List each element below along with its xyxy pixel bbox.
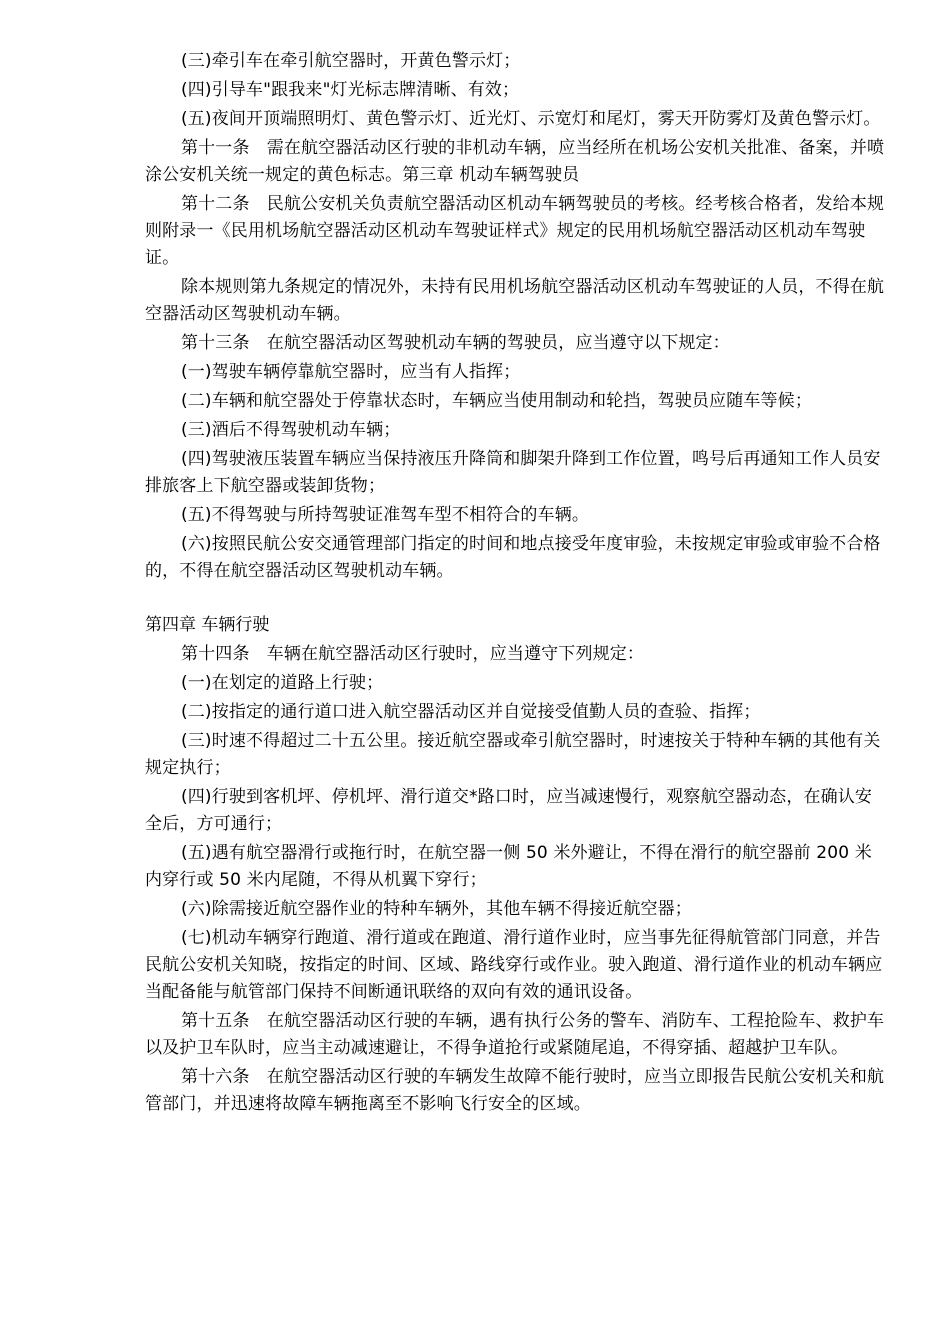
- article-14-item-5: (五)遇有航空器滑行或拖行时，在航空器一侧 50 米外避让，不得在滑行的航空器前 200 米内穿行或 50 米内尾随，不得从机翼下穿行；: [145, 843, 872, 890]
- paragraph-item-3: (三)牵引车在牵引航空器时，开黄色警示灯；: [181, 51, 521, 71]
- article-14-item-1: (一)在划定的道路上行驶；: [181, 673, 384, 693]
- article-13-item-3: (三)酒后不得驾驶机动车辆；: [181, 420, 401, 440]
- article-14-item-6: (六)除需接近航空器作业的特种车辆外，其他车辆不得接近航空器；: [181, 899, 692, 919]
- article-14-item-7: (七)机动车辆穿行跑道、滑行道或在跑道、滑行道作业时，应当事先征得航管部门同意，并告民航公安机关知晓，按指定的时间、区域、路线穿行或作业。驶入跑道、滑行道作业的机动车辆应当配备能与航管部门保持不间断通讯联络的双向有效的通讯设备。: [145, 928, 883, 1002]
- article-12-para-2: 除本规则第九条规定的情况外，未持有民用机场航空器活动区机动车驾驶证的人员，不得在航空器活动区驾驶机动车辆。: [145, 277, 885, 324]
- article-14-item-2: (二)按指定的通行道口进入航空器活动区并自觉接受值勤人员的查验、指挥；: [181, 702, 761, 722]
- article-13: 第十三条 在航空器活动区驾驶机动车辆的驾驶员，应当遵守以下规定：: [181, 333, 730, 353]
- article-13-item-2: (二)车辆和航空器处于停靠状态时，车辆应当使用制动和轮挡，驾驶员应随车等候；: [181, 391, 812, 411]
- article-13-item-6: (六)按照民航公安交通管理部门指定的时间和地点接受年度审验，未按规定审验或审验不合格的，不得在航空器活动区驾驶机动车辆。: [145, 534, 881, 581]
- chapter-four-heading: 第四章 车辆行驶: [145, 615, 270, 635]
- paragraph-item-5: (五)夜间开顶端照明灯、黄色警示灯、近光灯、示宽灯和尾灯，雾天开防雾灯及黄色警示灯。: [181, 109, 881, 129]
- paragraph-item-4: (四)引导车"跟我来"灯光标志牌清晰、有效；: [181, 80, 520, 100]
- article-12: 第十二条 民航公安机关负责航空器活动区机动车辆驾驶员的考核。经考核合格者，发给本规则附录一《民用机场航空器活动区机动车驾驶证样式》规定的民用机场航空器活动区机动车驾驶证。: [145, 194, 885, 268]
- article-13-item-4: (四)驾驶液压装置车辆应当保持液压升降筒和脚架升降到工作位置，鸣号后再通知工作人员安排旅客上下航空器或装卸货物；: [145, 449, 881, 496]
- article-14-item-3: (三)时速不得超过二十五公里。接近航空器或牵引航空器时，时速按关于特种车辆的其他有关规定执行；: [145, 731, 881, 778]
- article-16: 第十六条 在航空器活动区行驶的车辆发生故障不能行驶时，应当立即报告民航公安机关和航管部门，并迅速将故障车辆拖离至不影响飞行安全的区域。: [145, 1067, 885, 1114]
- article-14-item-4: (四)行驶到客机坪、停机坪、滑行道交*路口时，应当减速慢行，观察航空器动态，在确认安全后，方可通行；: [145, 787, 873, 834]
- article-14: 第十四条 车辆在航空器活动区行驶时，应当遵守下列规定：: [181, 644, 645, 664]
- article-11: 第十一条 需在航空器活动区行驶的非机动车辆，应当经所在机场公安机关批准、备案，并喷涂公安机关统一规定的黄色标志。第三章 机动车辆驾驶员: [145, 138, 885, 185]
- article-13-item-1: (一)驾驶车辆停靠航空器时，应当有人指挥；: [181, 362, 521, 382]
- article-15: 第十五条 在航空器活动区行驶的车辆，遇有执行公务的警车、消防车、工程抢险车、救护车以及护卫车队时，应当主动减速避让，不得争道抢行或紧随尾追，不得穿插、超越护卫车队。: [145, 1011, 885, 1058]
- article-13-item-5: (五)不得驾驶与所持驾驶证准驾车型不相符合的车辆。: [181, 505, 590, 525]
- document-body: [145, 48, 885, 1120]
